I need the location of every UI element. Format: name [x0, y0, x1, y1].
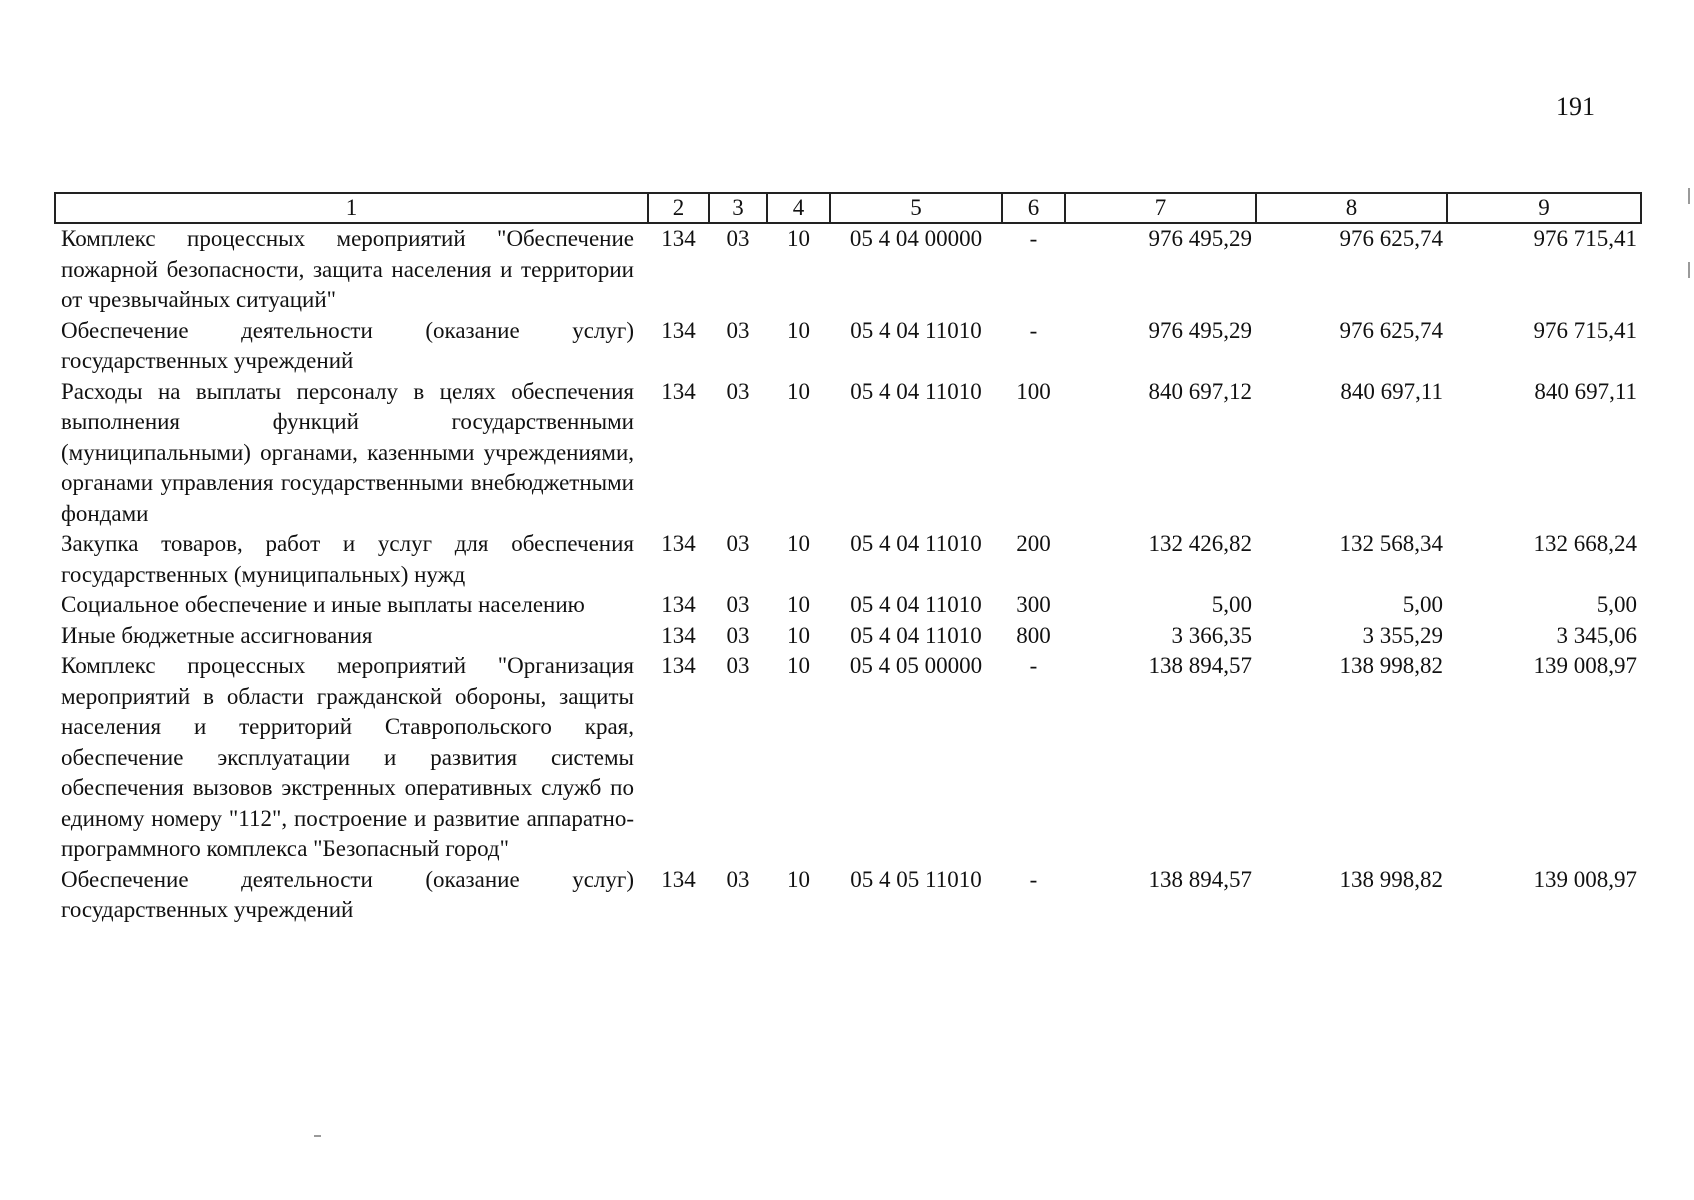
table-row	[55, 590, 1641, 621]
scan-stray-mark	[314, 1135, 321, 1137]
table-row	[55, 316, 1641, 377]
section-code: 03	[726, 653, 750, 678]
amount-column-8: 5,00	[1402, 592, 1443, 617]
amount-column-7: 3 366,35	[1171, 622, 1252, 648]
column-header: 6	[1002, 193, 1065, 223]
amount-column-8: 976 625,74	[1339, 226, 1443, 251]
ministry-code: 134	[661, 317, 696, 343]
amount-column-8: 3 355,29	[1362, 622, 1443, 648]
section-code: 03	[726, 317, 750, 343]
expense-type-code: -	[1029, 317, 1038, 343]
item-name: Социальное обеспечение и иные выплаты населению	[61, 592, 585, 617]
target-article-code: 05 4 05 11010	[850, 866, 982, 892]
amount-column-9: 139 008,97	[1533, 866, 1637, 892]
amount-column-9: 976 715,41	[1533, 317, 1637, 343]
amount-column-7: 138 894,57	[1148, 866, 1252, 892]
target-article-code: 05 4 04 11010	[850, 378, 982, 404]
amount-column-7: 976 495,29	[1148, 317, 1252, 343]
ministry-code: 134	[661, 622, 696, 648]
section-code: 03	[726, 226, 750, 251]
expense-type-code: -	[1029, 866, 1038, 892]
subsection-code: 10	[787, 226, 810, 251]
column-header: 5	[830, 193, 1002, 223]
amount-column-7: 976 495,29	[1148, 226, 1252, 251]
expense-type-code: -	[1029, 226, 1038, 251]
amount-column-9: 3 345,06	[1556, 622, 1637, 648]
subsection-code: 10	[787, 866, 810, 892]
column-header: 1	[55, 193, 648, 223]
table-row	[55, 621, 1641, 652]
item-name: Обеспечение деятельности (оказание услуг) государственных учреждений	[61, 866, 634, 922]
subsection-code: 10	[787, 378, 810, 404]
target-article-code: 05 4 04 11010	[850, 622, 982, 648]
item-name: Закупка товаров, работ и услуг для обеспечения государственных (муниципальных) нужд	[61, 531, 634, 587]
ministry-code: 134	[661, 226, 696, 251]
expense-type-code: 100	[1016, 378, 1051, 404]
subsection-code: 10	[787, 653, 810, 678]
section-code: 03	[726, 378, 750, 404]
expense-type-code: 200	[1016, 531, 1051, 556]
amount-column-7: 840 697,12	[1148, 378, 1252, 404]
section-code: 03	[726, 592, 750, 617]
column-header: 7	[1065, 193, 1256, 223]
budget-table	[54, 192, 1642, 926]
amount-column-9: 139 008,97	[1533, 653, 1637, 678]
table-row	[55, 529, 1641, 590]
amount-column-7: 132 426,82	[1148, 531, 1252, 556]
column-header: 3	[709, 193, 767, 223]
table-row	[55, 377, 1641, 530]
section-code: 03	[726, 531, 750, 556]
amount-column-8: 840 697,11	[1340, 378, 1443, 404]
target-article-code: 05 4 04 11010	[850, 592, 982, 617]
column-header: 8	[1256, 193, 1447, 223]
expense-type-code: 800	[1016, 622, 1051, 648]
amount-column-7: 5,00	[1211, 592, 1252, 617]
ministry-code: 134	[661, 653, 696, 678]
column-header: 9	[1447, 193, 1641, 223]
amount-column-9: 976 715,41	[1533, 226, 1637, 251]
item-name: Комплекс процессных мероприятий "Организация мероприятий в области гражданской обороны, защиты населения и территорий Ставропольского края, обеспечение эксплуатации и развития системы обеспечения вызовов экстренных оперативных служб по единому номеру "112", построение и развитие аппаратно-программного комплекса "Безопасный город"	[61, 653, 634, 861]
table-header-row	[55, 193, 1641, 223]
item-name: Обеспечение деятельности (оказание услуг) государственных учреждений	[61, 317, 634, 373]
ministry-code: 134	[661, 378, 696, 404]
target-article-code: 05 4 04 11010	[850, 531, 982, 556]
amount-column-8: 132 568,34	[1339, 531, 1443, 556]
subsection-code: 10	[787, 592, 810, 617]
scan-edge-mark	[1688, 188, 1690, 204]
scan-edge-mark	[1688, 262, 1690, 278]
column-header: 2	[648, 193, 709, 223]
subsection-code: 10	[787, 317, 810, 343]
amount-column-8: 976 625,74	[1339, 317, 1443, 343]
table-row	[55, 865, 1641, 926]
item-name: Расходы на выплаты персоналу в целях обеспечения выполнения функций государственными (муниципальными) органами, казенными учреждениями, органами управления государственными внебюджетными фондами	[61, 378, 634, 526]
target-article-code: 05 4 05 00000	[849, 653, 983, 678]
amount-column-9: 5,00	[1596, 592, 1637, 617]
section-code: 03	[726, 622, 750, 648]
table-row	[55, 223, 1641, 316]
ministry-code: 134	[661, 866, 696, 892]
ministry-code: 134	[661, 531, 696, 556]
expense-type-code: 300	[1016, 592, 1051, 617]
amount-column-8: 138 998,82	[1339, 866, 1443, 892]
target-article-code: 05 4 04 11010	[850, 317, 982, 343]
section-code: 03	[726, 866, 750, 892]
amount-column-8: 138 998,82	[1339, 653, 1443, 678]
item-name: Комплекс процессных мероприятий "Обеспечение пожарной безопасности, защита населения и территории от чрезвычайных ситуаций"	[61, 226, 634, 312]
page-number: 191	[1556, 92, 1595, 121]
target-article-code: 05 4 04 00000	[849, 226, 983, 251]
ministry-code: 134	[661, 592, 696, 617]
column-header: 4	[767, 193, 830, 223]
amount-column-9: 840 697,11	[1534, 378, 1637, 404]
subsection-code: 10	[787, 622, 810, 648]
amount-column-9: 132 668,24	[1533, 531, 1637, 556]
item-name: Иные бюджетные ассигнования	[61, 622, 373, 648]
subsection-code: 10	[787, 531, 810, 556]
expense-type-code: -	[1029, 653, 1038, 678]
amount-column-7: 138 894,57	[1148, 653, 1252, 678]
table-row	[55, 651, 1641, 865]
